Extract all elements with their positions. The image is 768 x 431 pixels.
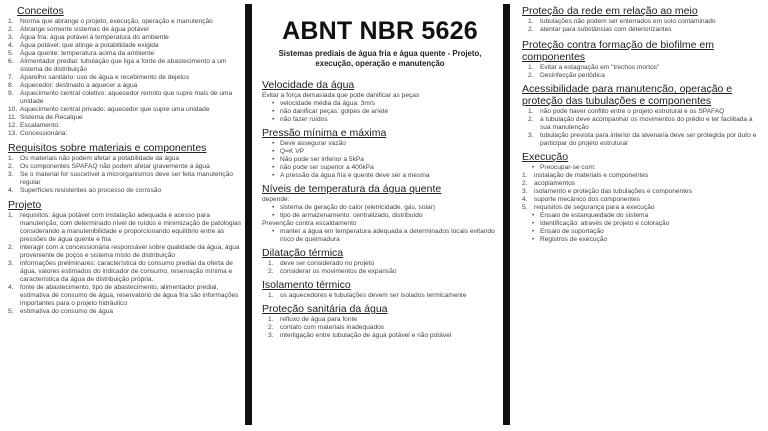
niveis-text-prevencao: Prevenção contra escaldamento [262,220,357,227]
section-acessibilidade [522,83,762,148]
center-column [262,0,498,431]
list-item: • Preocupar-se com: [528,164,762,172]
protecao-sanitaria-title: Proteção sanitária da água [262,303,388,315]
velocidade-text: Evitar a força demasiada que pode danificar as peças [262,92,420,99]
section-conceitos [8,5,242,138]
list-item: requisitos de segurança para a execução [534,204,655,211]
list-item: Água potável: que atinge a potabilidade exigida [20,42,159,49]
section-requisitos [8,142,242,195]
list-item: Os componentes SPAFAQ não podem afetar gravemente a água [20,163,210,170]
requisitos-list [8,155,242,195]
list-item: Os materiais não podem afetar a potabilidade da água [20,155,180,162]
pressao-title: Pressão mínima e máxima [262,127,387,139]
list-item: Escalamento: [20,122,60,129]
list-item: • Ensaio de estanqueidade do sistema [528,212,762,220]
isolamento-title: Isolamento térmico [262,279,351,291]
protecao-sanitaria-list [268,316,498,340]
pressao-list [268,140,498,180]
list-item: refluxo de água para fonte [280,316,357,323]
list-item: tubulações não podem ser enterrados em solo contaminado [540,18,716,25]
list-item: a tubulação deve acompanhar os movimentos do prédio e ter facilitada a sua manutenção [540,116,753,131]
execucao-bullet-list [528,212,762,244]
list-item: estimativa do consumo de água [20,308,114,315]
list-item: Norma que abrange o projeto, execução, operação e manutenção [20,18,213,25]
list-item: • Q=K VP [268,148,498,156]
list-item: requisitos: água potável com instalação adequada e acesso para manutenção, com determinado nível de ruídos e minimização de patologias considerando a manutenibilidade e proporcionando equilíbrio entre as pressões de água quente e fria [20,212,242,243]
list-item: • não danificar peças: golpes de aríete [268,108,498,116]
left-column [8,0,242,431]
list-item: instalação de materiais e componentes [534,172,649,179]
projeto-list [8,212,242,316]
projeto-title: Projeto [8,199,42,211]
list-item: Abrange somente sistemas de água potável [20,26,149,33]
column-divider [245,4,252,425]
niveis-list-2 [268,228,498,244]
section-niveis [262,183,498,244]
list-item: • A pressão da água fria e quente deve ser a mesma [268,172,498,180]
list-item: acoplamentos [534,180,576,187]
section-projeto [8,199,242,316]
conceitos-title: Conceitos [17,5,64,17]
list-item: Aparelho sanitário: uso de água e recebimento de dejetos [20,74,189,81]
list-item: Aquecimento central privado: aquecedor que supre uma unidade [20,106,210,113]
list-item: informações preliminares: característica do consumo predial da oferta de água, valores estimados do indicador de consumo, reservação mínima e característica da água de distribuição própria. [20,260,233,283]
rede-list [528,18,762,34]
list-item: não pode haver conflito entre o projeto estrutural e os SPAFAQ [540,108,725,115]
list-item: • sistema de geração do calor (eletricidade, gás, solar) [268,204,498,212]
niveis-title: Níveis de temperatura da água quente [262,183,442,195]
niveis-list-1 [268,204,498,220]
section-protecao-sanitaria [262,303,498,340]
list-item: interligação entre tubulação de água potável e não potável [280,332,452,339]
biofilme-list [528,64,762,80]
dilatacao-list [268,260,498,276]
execucao-title: Execução [522,151,569,163]
list-item: • Ensaio de suportação [528,228,762,236]
list-item: contato com materiais inadequados [280,324,385,331]
section-dilatacao [262,247,498,276]
list-item: Superfícies resistentes ao processo de corrosão [20,187,162,194]
list-item: • manter a água em temperatura adequada a determinados locais evitando risco de queimadura [268,228,498,244]
list-item: Desinfecção periódica [540,72,605,79]
niveis-text-depende: depende: [262,196,290,203]
velocidade-title: Velocidade da água [262,79,355,91]
list-item: considerar os movimentos de expansão [280,268,397,275]
velocidade-list [268,100,498,124]
list-item: Água fria: água potável à temperatura do ambiente [20,34,169,41]
right-column [522,0,762,431]
list-item: Evitar a estagnação em "trechos mortos" [540,64,660,71]
section-rede [522,5,762,34]
column-divider [503,4,510,425]
rede-title: Proteção da rede em relação ao meio [522,5,698,17]
list-item: • Deve assegurar vazão [268,140,498,148]
list-item: fonte de abastecimento, tipo de abastecimento, alimentador predial, estimativa de consumo de água, reservatório de água fria são informações importantes para o projeto hidráulico [20,284,239,307]
section-velocidade [262,79,498,124]
list-item: deve ser considerado no projeto [280,260,375,267]
list-item: • Identificação: através de projeto e coloração [528,220,762,228]
section-pressao [262,127,498,180]
list-item: os aquecedores e tubulações devem ser isolados termicamente [280,292,467,299]
execucao-numbered-list [522,172,762,212]
list-item: • Não pode ser inferior a 5kPa [268,156,498,164]
list-item: Aquecimento central coletivo: aquecedor remoto que supre mais de uma unidade [20,90,233,105]
list-item: • não pode ser superior a 400kPa [268,164,498,172]
list-item: • não fazer ruídos [268,116,498,124]
page-subtitle: Sistemas prediais de água fria e água quente - Projeto, execução, operação e manutenção [278,49,482,68]
list-item: Água quente: temperatura acima da ambiente [20,50,155,57]
list-item: Aquecedor: destinado a aquecer a água [20,82,138,89]
execucao-intro [528,164,762,172]
section-isolamento [262,279,498,300]
requisitos-title: Requisitos sobre materiais e componentes [8,142,207,154]
list-item: interagir com a concessionária responsável sobre qualidade da água, água proveniente de poços e sistema misto de distribuição [20,244,240,259]
dilatacao-title: Dilatação térmica [262,247,344,259]
list-item: Concessionária: [20,130,68,137]
list-item: • Registros de execução [528,236,762,244]
biofilme-title: Proteção contra formação de biofilme em componentes [522,39,715,63]
list-item: suporte mecânico dos componentes [534,196,640,203]
list-item: atentar para substâncias com deteriorizantes [540,26,672,33]
acessibilidade-title: Acessibilidade para manutenção, operação e proteção das tubulações e componentes [522,83,733,107]
list-item: Se o material for suscetível a microrganismos deve ser feita manutenção regular [20,171,233,186]
conceitos-list [8,18,242,138]
section-execucao [522,151,762,244]
list-item: • velocidade média da água: 3m/s [268,100,498,108]
list-item: tubulação prevista para interior da alvenaria deve ser protegida por duto e participar do projeto estrutural [540,132,757,147]
list-item: Alimentador predial: tubulação que liga a fonte de abastecimento a um sistema de distribuição [20,58,227,73]
page-title: ABNT NBR 5626 [282,17,478,45]
list-item: • tipo de armazenamento: centralizado, distribuído [268,212,498,220]
acessibilidade-list [528,108,762,148]
isolamento-list [268,292,498,300]
section-biofilme [522,39,762,80]
list-item: Sistema de Recalque [20,114,83,121]
list-item: isolamento e proteção das tubulações e componentes [534,188,692,195]
